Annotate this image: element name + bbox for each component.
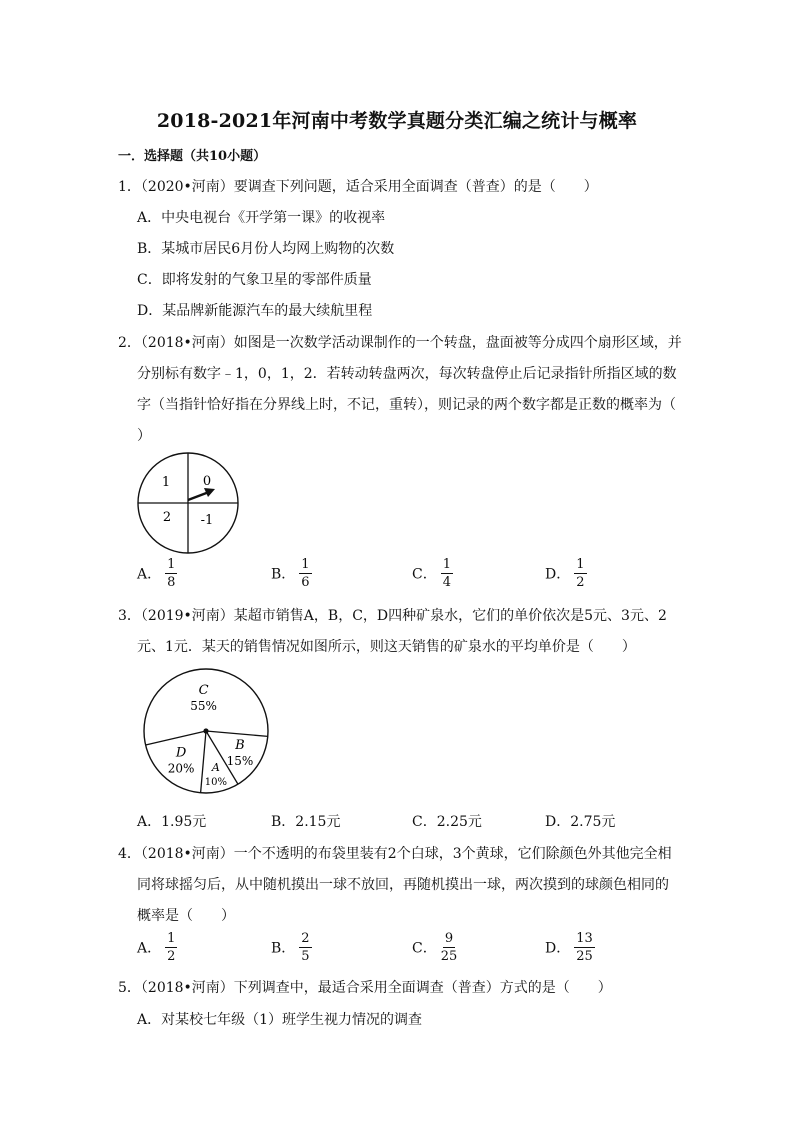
pie-center-dot <box>203 728 208 733</box>
fraction-numerator: 1 <box>301 557 310 572</box>
q4-stem-line1: 4．（2018•河南）一个不透明的布袋里装有2个白球，3个黄球，它们除颜色外其他完全相 <box>118 846 672 862</box>
q2-stem-line1: 2．（2018•河南）如图是一次数学活动课制作的一个转盘，盘面被等分成四个扇形区域，并 <box>118 335 682 351</box>
fraction-denominator: 2 <box>167 949 176 964</box>
q1-option-c: C．即将发射的气象卫星的零部件质量 <box>137 272 372 288</box>
pie-percent-label: 55% <box>190 699 217 714</box>
fraction-denominator: 25 <box>440 949 458 964</box>
q4-option-a-label: A． <box>137 940 162 957</box>
q3-stem-line2: 元、1元．某天的销售情况如图所示，则这天销售的矿泉水的平均单价是（ ） <box>137 639 636 655</box>
pie-category-label: D <box>175 745 187 761</box>
pie-percent-label: 15% <box>226 754 254 769</box>
fraction-denominator: 2 <box>576 575 585 590</box>
q2-option-b-label: B． <box>271 566 296 583</box>
fraction <box>165 558 177 589</box>
q4-option-b-label: B． <box>271 940 296 957</box>
q2-option-c-label: C． <box>412 566 437 583</box>
spinner-label-tr: 0 <box>202 474 212 489</box>
pie-category-label: C <box>198 683 209 699</box>
fraction <box>299 558 311 589</box>
spinner-figure <box>134 449 242 557</box>
q5-stem: 5．（2018•河南）下列调查中，最适合采用全面调查（普查）方式的是（ ） <box>118 980 612 996</box>
spinner-label-bl: 2 <box>162 510 172 525</box>
fraction-numerator: 1 <box>442 557 451 572</box>
pie-percent-label: 10% <box>204 776 228 788</box>
pie-slice-boundary <box>146 731 206 745</box>
q4-option-d-label: D． <box>545 940 571 957</box>
pie-slice-boundary <box>206 731 268 736</box>
q4-option-d <box>545 932 595 963</box>
pie-category-label: B <box>235 738 245 754</box>
q2-stem-line3: 字（当指针恰好指在分界线上时，不记，重转），则记录的两个数字都是正数的概率为（ <box>137 397 676 413</box>
q2-option-a-label: A． <box>137 566 162 583</box>
fraction-denominator: 25 <box>576 949 593 964</box>
q1-stem: 1．（2020•河南）要调查下列问题，适合采用全面调查（普查）的是（ ） <box>118 179 598 195</box>
fraction <box>441 558 453 589</box>
fraction-denominator: 5 <box>301 949 310 964</box>
q4-option-c <box>412 932 457 963</box>
fraction-denominator: 6 <box>301 575 310 590</box>
fraction-numerator: 1 <box>167 931 176 946</box>
page-title: 2018-2021年河南中考数学真题分类汇编之统计与概率 <box>156 110 638 132</box>
fraction <box>574 558 586 589</box>
q4-option-c-label: C． <box>412 940 437 957</box>
q1-option-a: A．中央电视台《开学第一课》的收视率 <box>137 210 386 226</box>
spinner-pointer <box>188 492 209 500</box>
q2-option-a <box>137 558 177 589</box>
fraction <box>574 932 595 963</box>
q3-option-b: B．2.15元 <box>271 814 341 830</box>
section-heading: 一．选择题（共10小题） <box>118 149 267 164</box>
q4-option-a <box>137 932 177 963</box>
spinner-label-br: -1 <box>200 513 214 528</box>
fraction-numerator: 1 <box>576 557 585 572</box>
q3-option-a: A．1.95元 <box>137 814 207 830</box>
fraction-numerator: 13 <box>576 931 593 946</box>
spinner-label-tl: 1 <box>161 475 171 490</box>
q4-option-b <box>271 932 312 963</box>
fraction-numerator: 1 <box>167 557 176 572</box>
q1-option-b: B．某城市居民6月份人均网上购物的次数 <box>137 241 395 257</box>
fraction <box>165 932 177 963</box>
fraction-denominator: 4 <box>442 575 451 590</box>
q2-option-c <box>412 558 453 589</box>
pie-category-label: A <box>211 760 220 774</box>
q3-option-c: C．2.25元 <box>412 814 482 830</box>
q2-option-d-label: D． <box>545 566 571 583</box>
fraction-numerator: 2 <box>301 931 310 946</box>
q2-option-d <box>545 558 587 589</box>
q2-stem-line4: ） <box>137 428 151 444</box>
q4-stem-line2: 同将球摇匀后，从中随机摸出一球不放回，再随机摸出一球，两次摸到的球颜色相同的 <box>137 877 669 893</box>
fraction <box>441 932 458 963</box>
pie-chart <box>140 665 272 797</box>
fraction <box>299 932 311 963</box>
fraction-numerator: 9 <box>444 931 454 946</box>
q3-option-d: D．2.75元 <box>545 814 616 830</box>
pie-percent-label: 20% <box>167 761 195 776</box>
q2-stem-line2: 分别标有数字﹣1，0，1，2．若转动转盘两次，每次转盘停止后记录指针所指区域的数 <box>137 366 677 382</box>
q2-option-b <box>271 558 312 589</box>
q4-stem-line3: 概率是（ ） <box>137 908 235 924</box>
q5-option-a: A．对某校七年级（1）班学生视力情况的调查 <box>137 1012 423 1028</box>
q1-option-d: D．某品牌新能源汽车的最大续航里程 <box>137 303 373 319</box>
fraction-denominator: 8 <box>167 575 176 590</box>
q3-stem-line1: 3．（2019•河南）某超市销售A，B，C，D四种矿泉水，它们的单价依次是5元、3元、2 <box>118 608 667 624</box>
